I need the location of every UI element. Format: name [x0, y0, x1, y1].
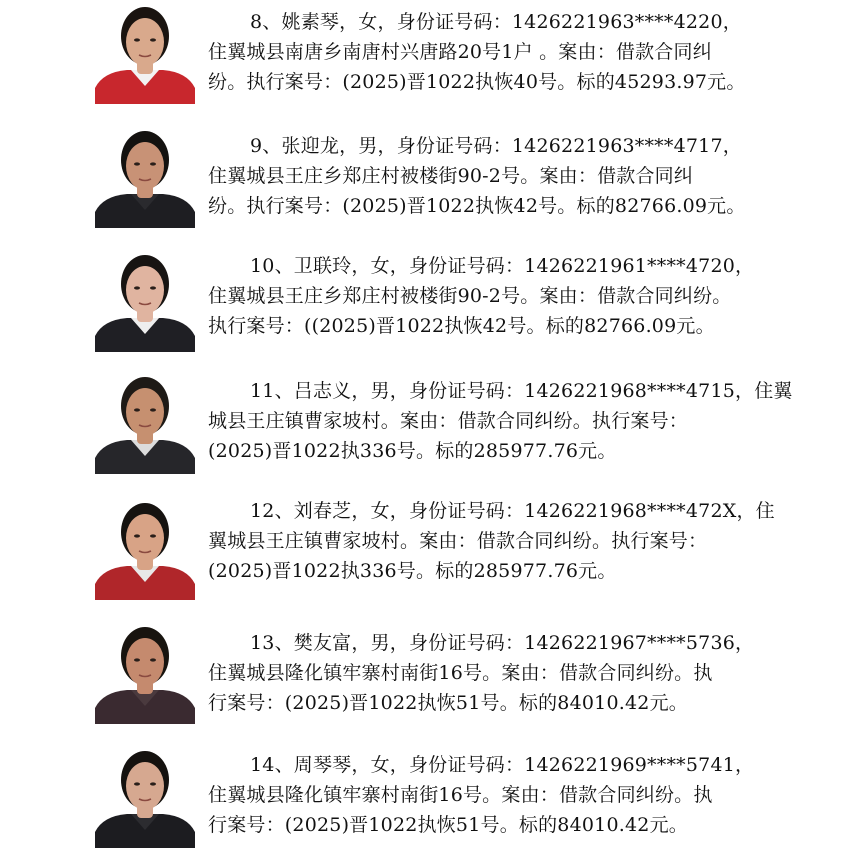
list-item — [0, 370, 841, 480]
entry-line: 8、姚素琴，女，身份证号码：1426221963****4220， — [250, 11, 742, 33]
portrait-silhouette — [95, 124, 195, 228]
left-eye-shape — [134, 38, 140, 41]
entry-line: 行案号：(2025)晋1022执恢51号。标的84010.42元。 — [208, 692, 688, 714]
portrait-silhouette — [95, 0, 195, 104]
left-eye-shape — [134, 534, 140, 537]
entry-text — [208, 496, 783, 586]
entry-line: 14、周琴琴，女，身份证号码：1426221969****5741， — [250, 754, 755, 776]
right-eye-shape — [150, 38, 156, 41]
left-eye-shape — [134, 408, 140, 411]
person-photo — [95, 248, 195, 352]
portrait-silhouette — [95, 744, 195, 848]
entry-line: 9、张迎龙，男，身份证号码：1426221963****4717， — [250, 135, 742, 157]
list-item — [0, 0, 841, 110]
person-photo — [95, 0, 195, 104]
entry-line: (2025)晋1022执336号。标的285977.76元。 — [208, 560, 617, 582]
entry-text — [208, 131, 783, 221]
entry-line: 住翼城县南唐乡南唐村兴唐路20号1户 。案由：借款合同纠 — [208, 41, 712, 63]
entry-line: 11、吕志义，男，身份证号码：1426221968****4715，住翼 — [250, 380, 793, 402]
portrait-silhouette — [95, 248, 195, 352]
list-item — [0, 496, 841, 606]
person-photo — [95, 370, 195, 474]
right-eye-shape — [150, 782, 156, 785]
entry-line: 12、刘春芝，女，身份证号码：1426221968****472X，住 — [250, 500, 775, 522]
left-eye-shape — [134, 162, 140, 165]
left-eye-shape — [134, 782, 140, 785]
entry-text — [208, 7, 783, 97]
entry-line: 10、卫联玲，女，身份证号码：1426221961****4720， — [250, 255, 755, 277]
person-photo — [95, 744, 195, 848]
portrait-silhouette — [95, 620, 195, 724]
portrait-silhouette — [95, 496, 195, 600]
list-item — [0, 248, 841, 358]
face-shape — [126, 762, 164, 810]
entry-line: 13、樊友富，男，身份证号码：1426221967****5736， — [250, 632, 755, 654]
list-item — [0, 744, 841, 854]
entry-line: 住翼城县隆化镇牢寨村南街16号。案由：借款合同纠纷。执 — [208, 662, 713, 684]
entry-line: 住翼城县隆化镇牢寨村南街16号。案由：借款合同纠纷。执 — [208, 784, 713, 806]
entry-line: 纷。执行案号：(2025)晋1022执恢42号。标的82766.09元。 — [208, 195, 746, 217]
list-item — [0, 124, 841, 234]
entry-line: 纷。执行案号：(2025)晋1022执恢40号。标的45293.97元。 — [208, 71, 746, 93]
left-eye-shape — [134, 286, 140, 289]
face-shape — [126, 388, 164, 436]
entry-line: 住翼城县王庄乡郑庄村被楼街90-2号。案由：借款合同纠 — [208, 165, 694, 187]
person-photo — [95, 124, 195, 228]
face-shape — [126, 514, 164, 562]
person-photo — [95, 620, 195, 724]
entry-line: 住翼城县王庄乡郑庄村被楼街90-2号。案由：借款合同纠纷。 — [208, 285, 732, 307]
entry-text — [208, 750, 783, 840]
right-eye-shape — [150, 658, 156, 661]
face-shape — [126, 638, 164, 686]
face-shape — [126, 18, 164, 66]
portrait-silhouette — [95, 370, 195, 474]
right-eye-shape — [150, 162, 156, 165]
entry-line: 执行案号：((2025)晋1022执恢42号。标的82766.09元。 — [208, 315, 715, 337]
right-eye-shape — [150, 534, 156, 537]
list-item — [0, 620, 841, 730]
right-eye-shape — [150, 286, 156, 289]
face-shape — [126, 142, 164, 190]
right-eye-shape — [150, 408, 156, 411]
face-shape — [126, 266, 164, 314]
left-eye-shape — [134, 658, 140, 661]
entry-line: 翼城县王庄镇曹家坡村。案由：借款合同纠纷。执行案号： — [208, 530, 708, 552]
entry-text — [208, 251, 783, 341]
entry-line: 城县王庄镇曹家坡村。案由：借款合同纠纷。执行案号： — [208, 410, 689, 432]
person-photo — [95, 496, 195, 600]
entry-text — [208, 376, 793, 466]
entry-line: 行案号：(2025)晋1022执恢51号。标的84010.42元。 — [208, 814, 688, 836]
entry-line: (2025)晋1022执336号。标的285977.76元。 — [208, 440, 617, 462]
entry-text — [208, 628, 783, 718]
